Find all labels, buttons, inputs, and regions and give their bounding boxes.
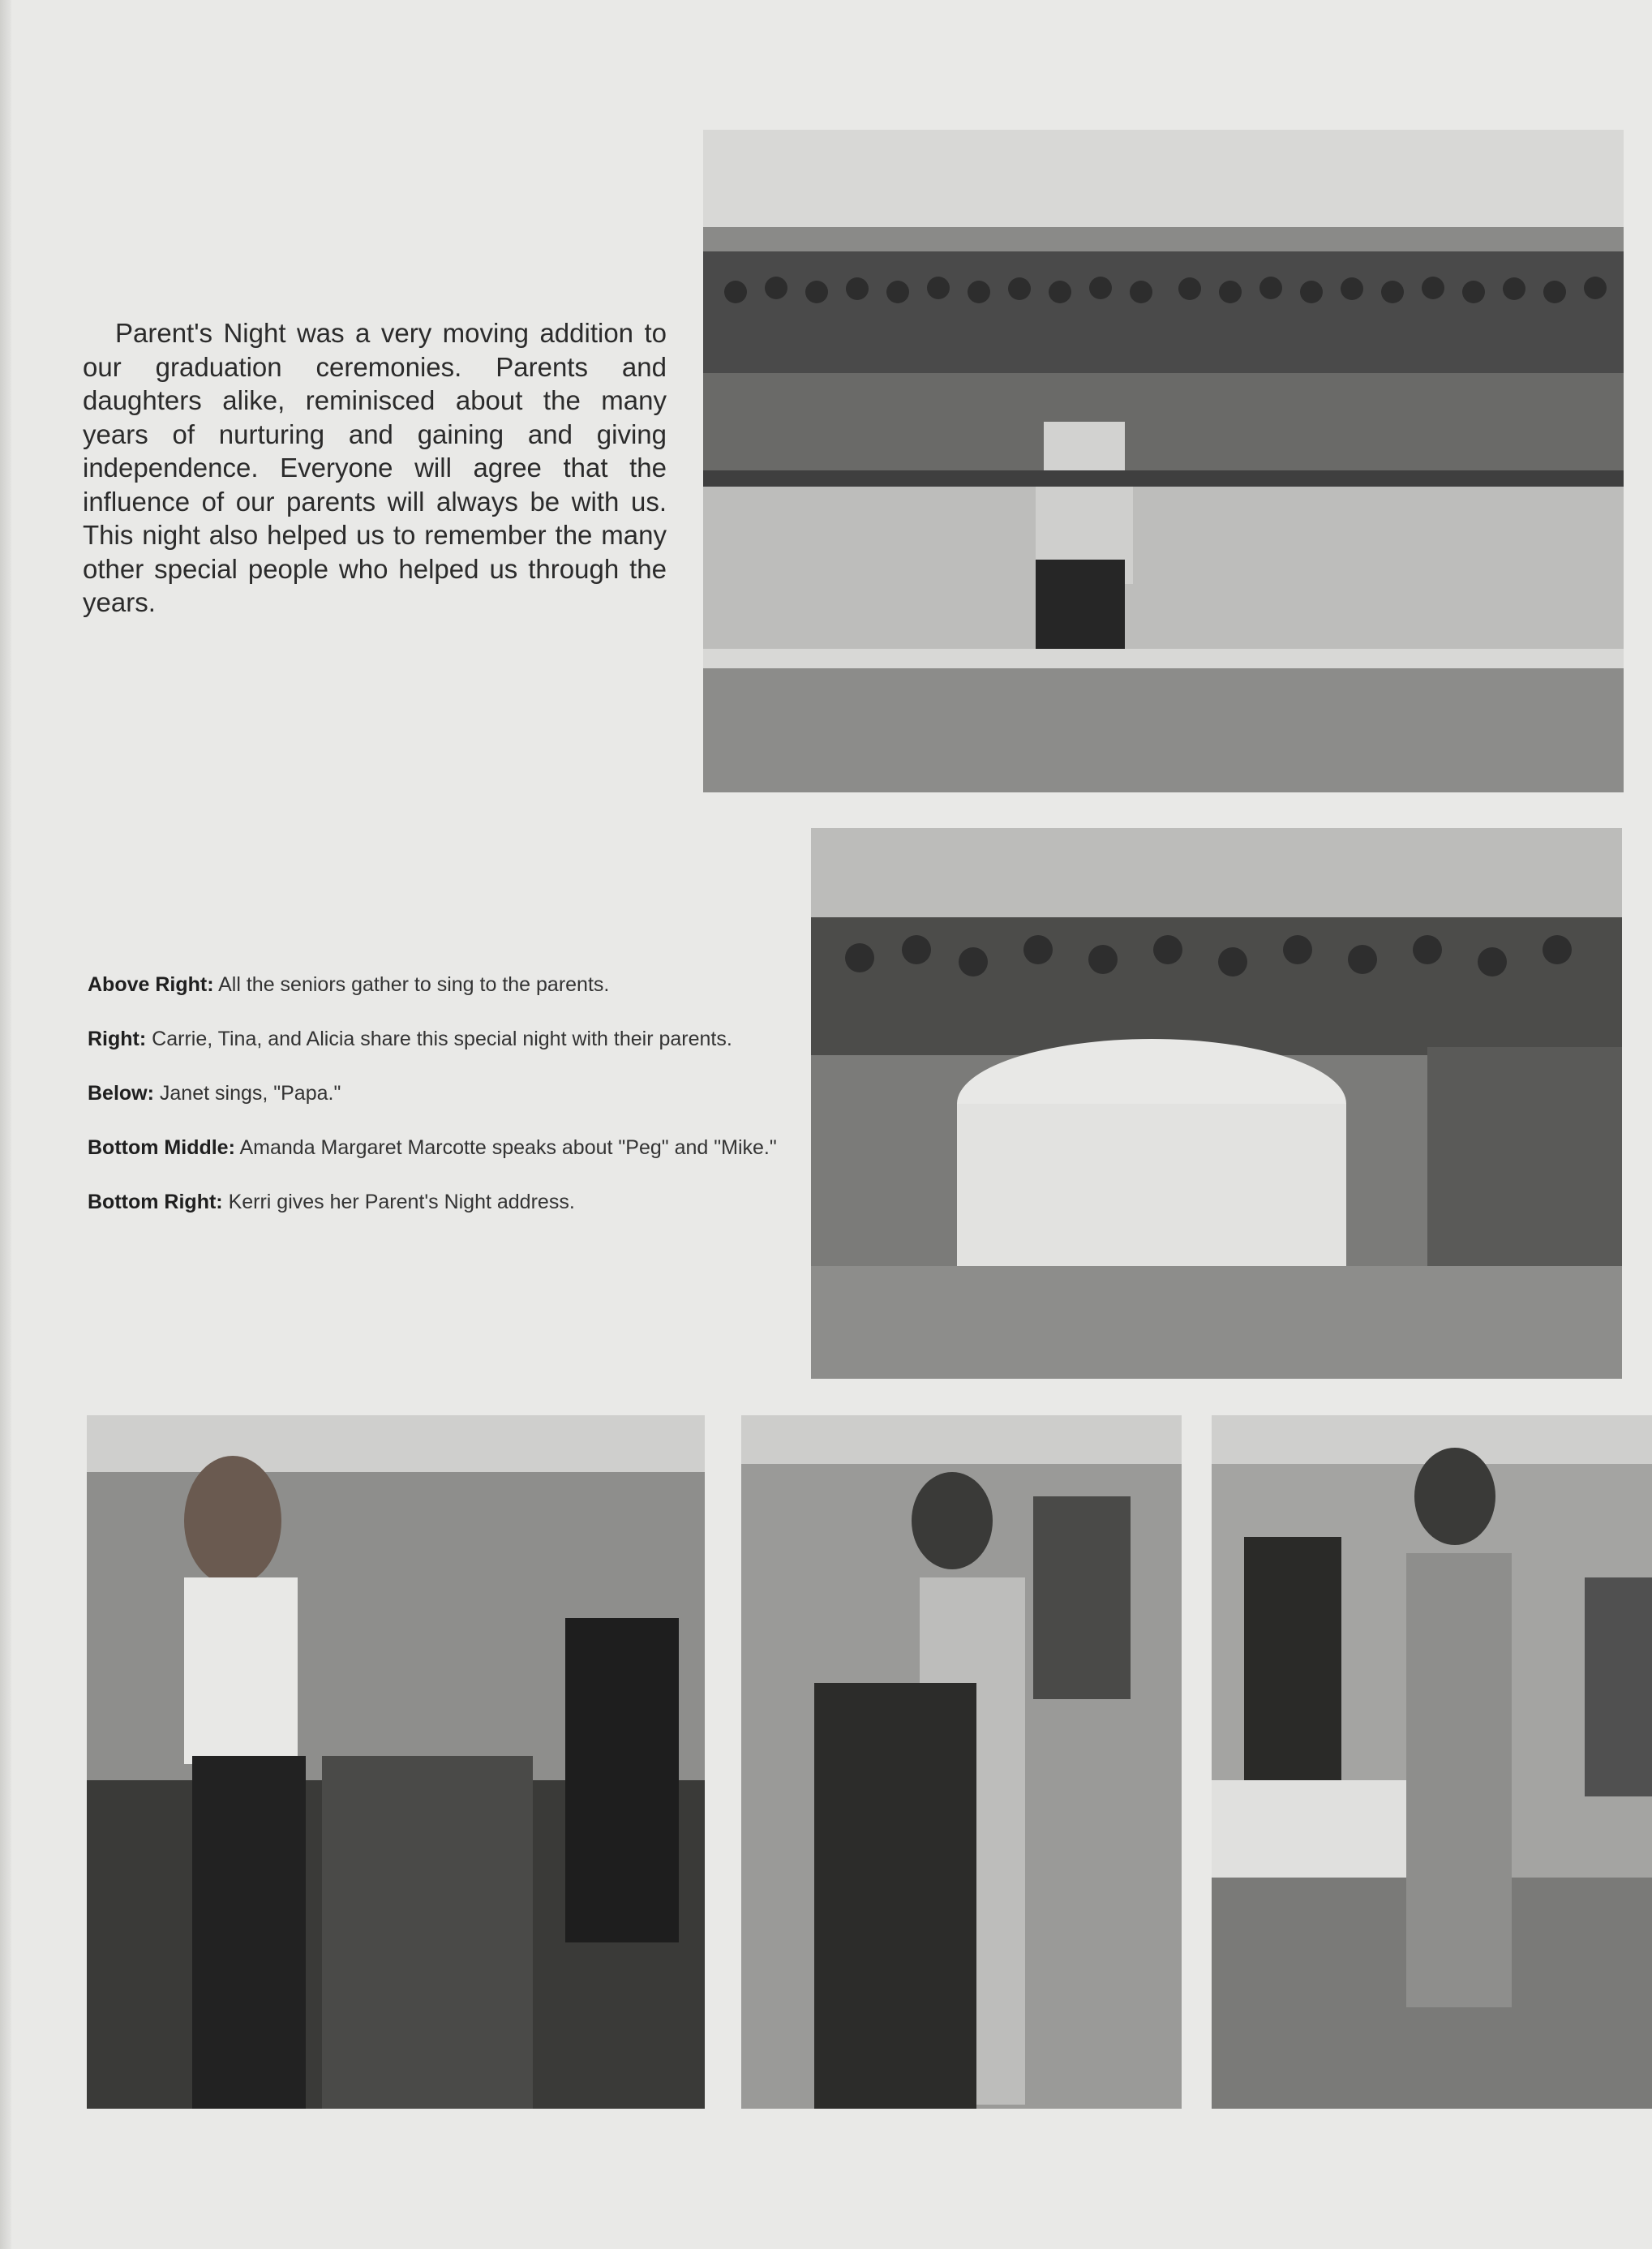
caption-label: Below: <box>88 1082 154 1105</box>
caption-text: Carrie, Tina, and Alicia share this special night with their parents. <box>152 1028 732 1050</box>
caption-bottom-right <box>88 1189 779 1216</box>
caption-text: Amanda Margaret Marcotte speaks about "Peg" and "Mike." <box>239 1136 777 1159</box>
caption-label: Right: <box>88 1028 147 1050</box>
caption-below <box>88 1080 779 1107</box>
photo-amanda-speaking <box>741 1415 1182 2109</box>
caption-label: Bottom Middle: <box>88 1136 235 1159</box>
photo-kerri-address <box>1212 1415 1652 2109</box>
photo-captions <box>88 972 779 1243</box>
photo-seniors-on-stage <box>703 130 1624 792</box>
photo-banquet-table <box>811 828 1622 1379</box>
caption-above-right <box>88 972 779 998</box>
caption-bottom-middle <box>88 1135 779 1161</box>
caption-text: All the seniors gather to sing to the parents. <box>218 973 610 996</box>
intro-paragraph: Parent's Night was a very moving addition to our graduation ceremonies. Parents and daughters alike, reminisced about the many years of nurturing and gaining and giving independence. Everyone will agree that the influence of our parents will always be with us. This night also helped us to remember the many other special people who helped us through the years. <box>83 318 667 617</box>
caption-label: Above Right: <box>88 973 214 996</box>
caption-text: Kerri gives her Parent's Night address. <box>228 1191 575 1213</box>
caption-label: Bottom Right: <box>88 1191 223 1213</box>
photo-janet-singing <box>87 1415 705 2109</box>
page-binding-edge <box>0 0 11 2249</box>
caption-text: Janet sings, "Papa." <box>159 1082 341 1105</box>
caption-right <box>88 1026 779 1053</box>
